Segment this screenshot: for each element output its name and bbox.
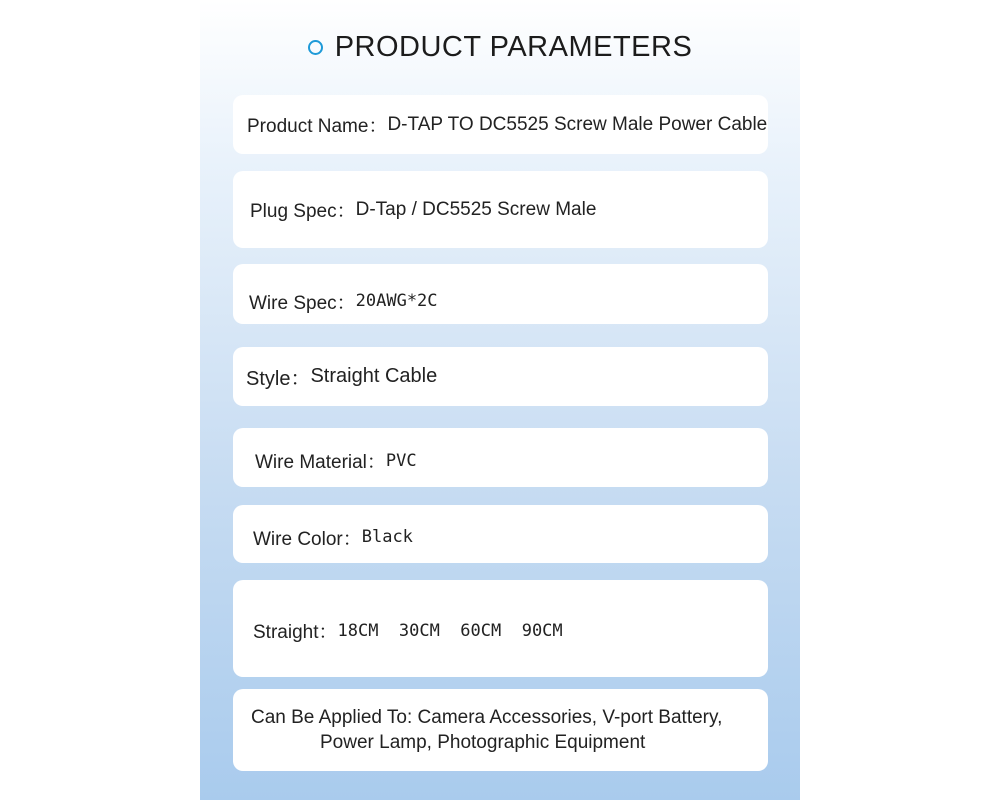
param-row-plug-spec — [233, 171, 768, 248]
applications-line-2: Power Lamp, Photographic Equipment — [320, 731, 646, 753]
parameters-panel — [200, 0, 800, 800]
param-row-style — [233, 347, 768, 406]
param-value: Straight Cable — [310, 365, 438, 387]
param-label: Straight： — [253, 622, 338, 643]
param-row-straight-length — [233, 580, 768, 677]
applications-line-1: Can Be Applied To: Camera Accessories, V-port Battery, — [251, 706, 723, 728]
param-label: Product Name： — [247, 116, 388, 137]
param-value: 20AWG*2C — [355, 291, 438, 311]
param-label: Plug Spec： — [250, 201, 356, 222]
heading-title: PRODUCT PARAMETERS — [334, 30, 693, 63]
param-value: D-TAP TO DC5525 Screw Male Power Cable — [387, 113, 768, 135]
param-row-wire-material — [233, 428, 768, 487]
param-row-wire-color — [233, 505, 768, 563]
param-value: D-Tap / DC5525 Screw Male — [355, 198, 597, 220]
param-value: Black — [361, 527, 413, 547]
param-row-applications — [233, 689, 768, 771]
param-row-product-name — [233, 95, 768, 154]
param-label: Wire Spec： — [249, 292, 356, 314]
circle-bullet-icon — [308, 40, 323, 55]
param-label: Wire Material： — [255, 452, 386, 473]
param-row-wire-spec — [233, 264, 768, 324]
param-value: PVC — [385, 450, 417, 471]
param-label: Style： — [246, 368, 311, 390]
section-heading — [200, 24, 800, 70]
param-label: Wire Color： — [253, 528, 362, 550]
param-value: 18CM 30CM 60CM 90CM — [337, 620, 563, 641]
